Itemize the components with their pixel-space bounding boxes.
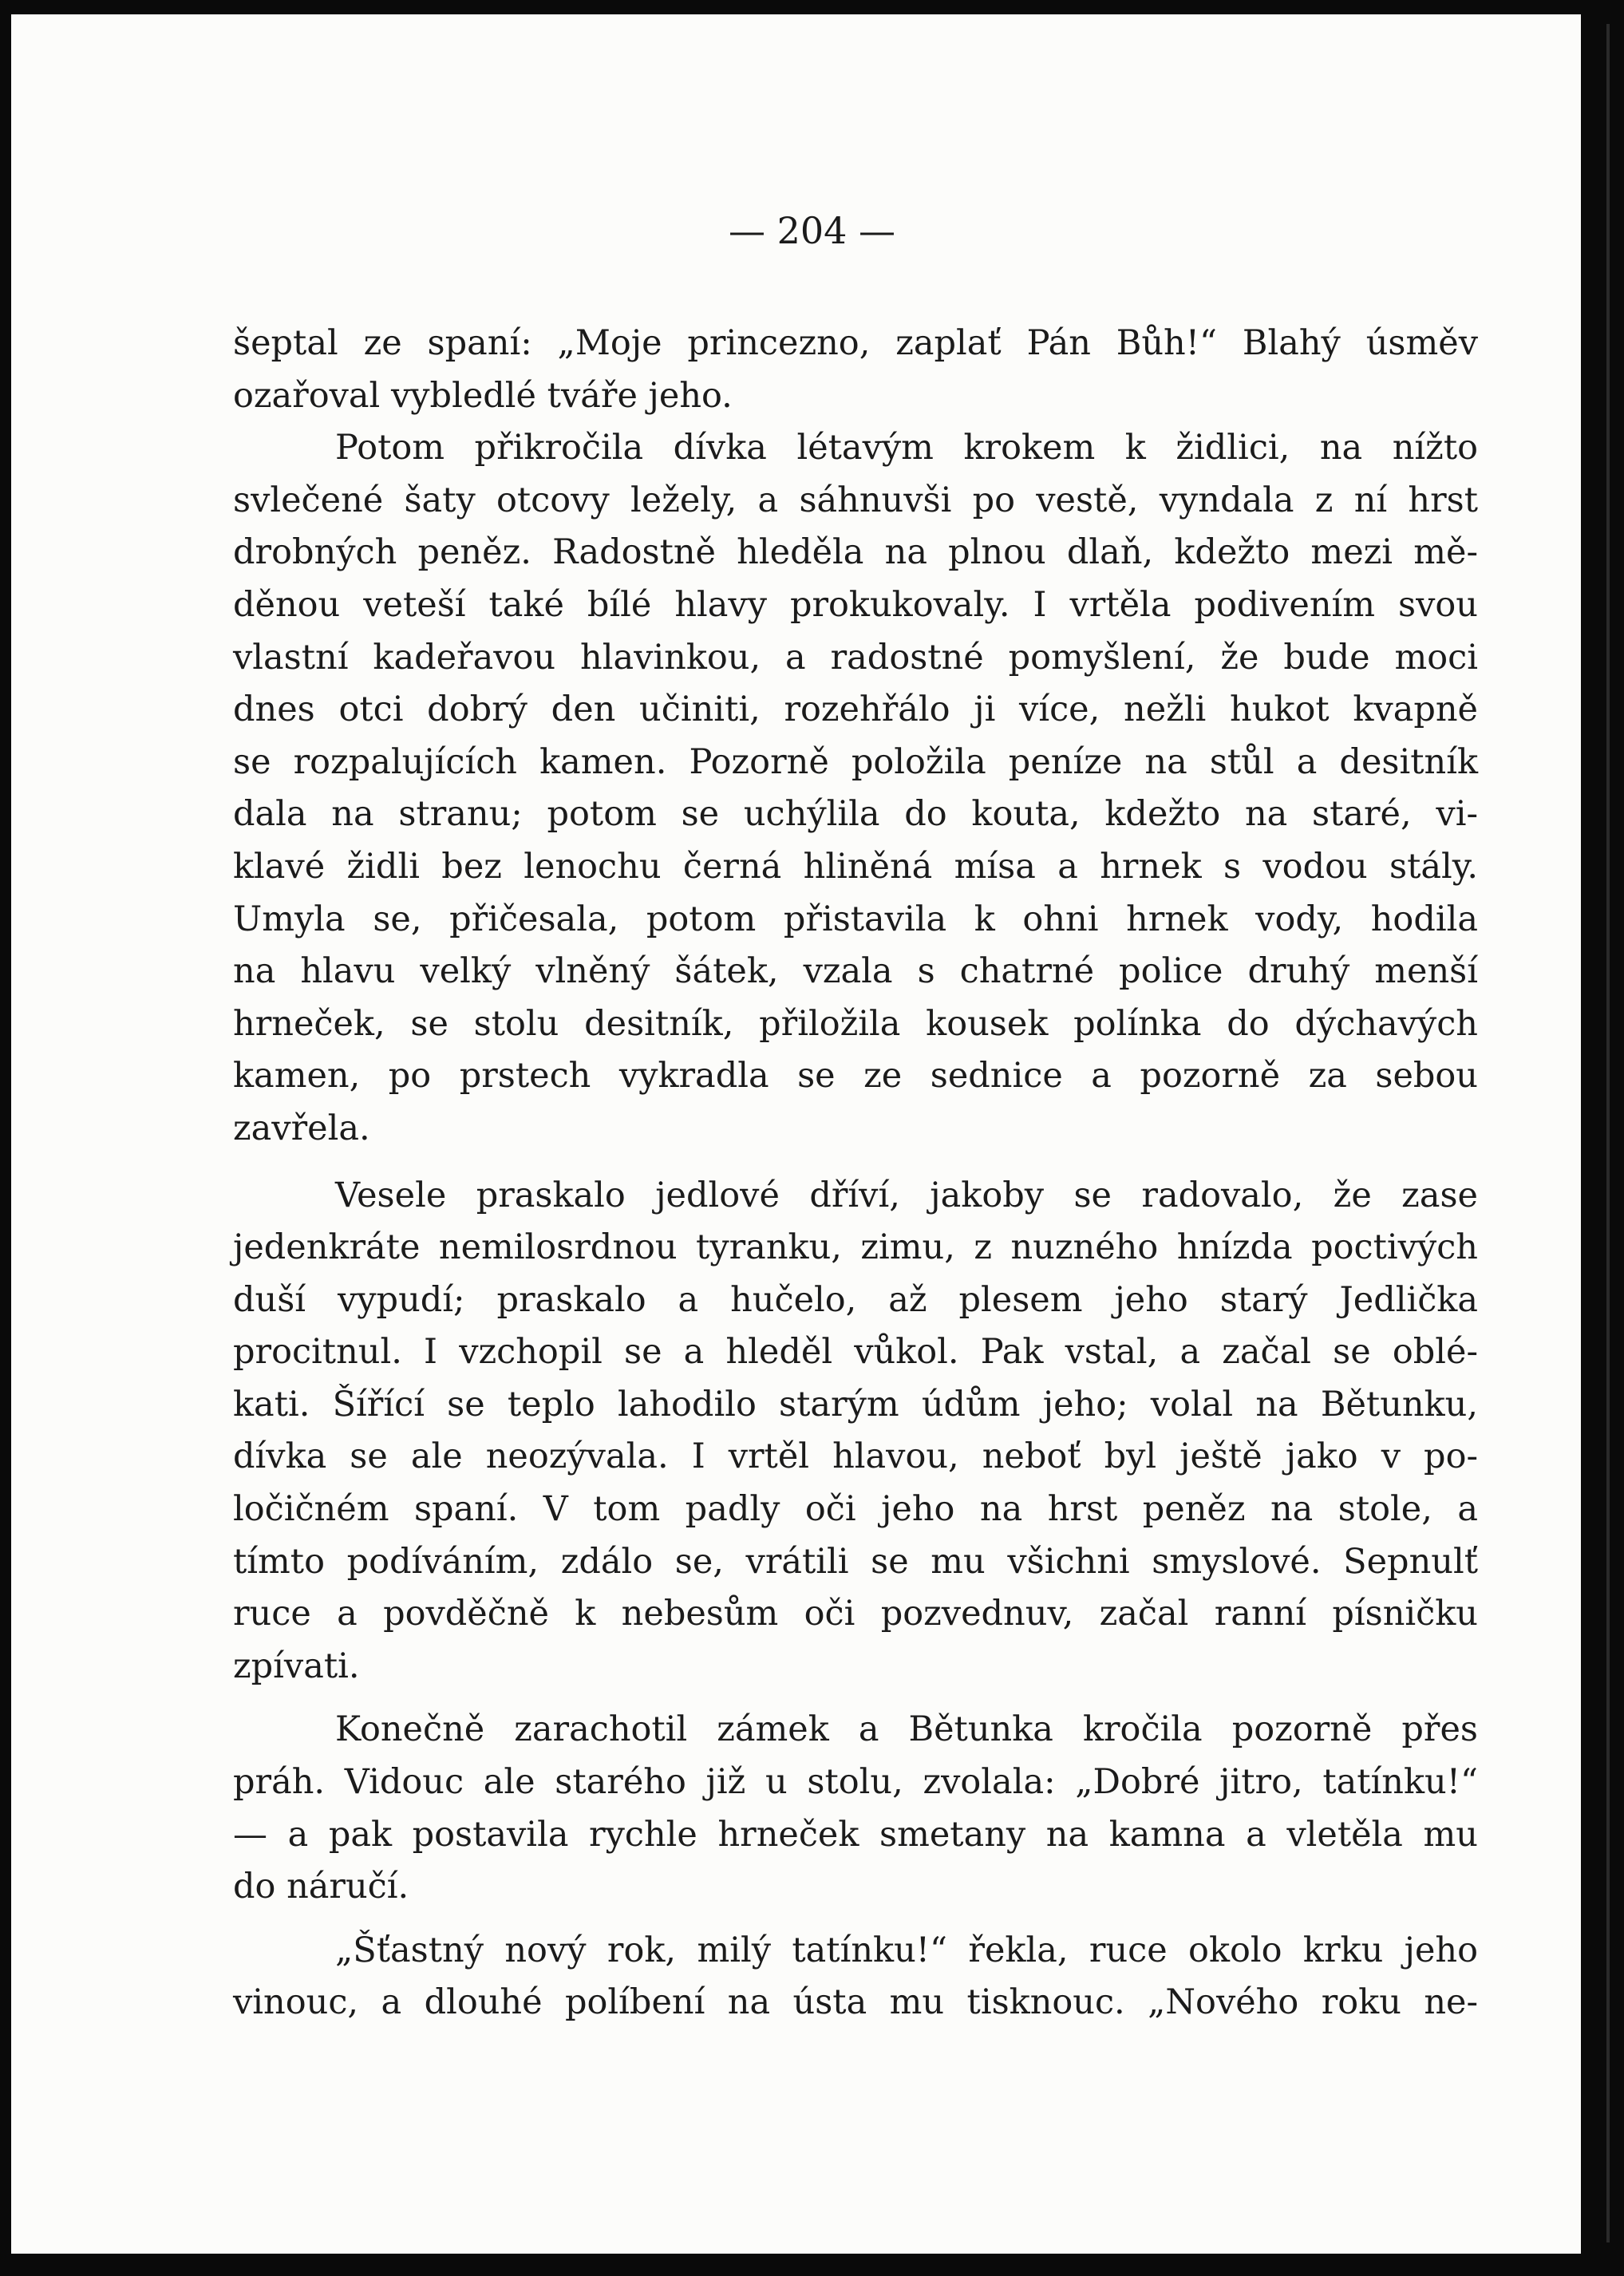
text-line: dnes otci dobrý den učiniti, rozehřálo ji více, nežli hukot kvapně xyxy=(233,690,1478,730)
text-line: klavé židli bez lenochu černá hliněná mísa a hrnek s vodou stály. xyxy=(233,846,1478,887)
page-edge xyxy=(1606,24,1610,2242)
text-line: „Šťastný nový rok, milý tatínku!“ řekla, ruce okolo krku jeho xyxy=(335,1930,1478,1970)
text-line: svlečené šaty otcovy ležely, a sáhnuvši po vestě, vyndala z ní hrst xyxy=(233,480,1478,520)
text-line: kati. Šířící se teplo lahodilo starým údům jeho; volal na Bětunku, xyxy=(233,1384,1478,1424)
text-line: děnou veteší také bílé hlavy prokukovaly. I vrtěla podivením svou xyxy=(233,584,1478,625)
paragraph xyxy=(233,318,1478,422)
text-line: Vesele praskalo jedlové dříví, jakoby se radovalo, že zase xyxy=(335,1175,1478,1215)
text-line: tímto podíváním, zdálo se, vrátili se mu všichni smyslové. Sepnulť xyxy=(233,1541,1478,1582)
text-line: šeptal ze spaní: „Moje princezno, zaplať Pán Bůh!“ Blahý úsměv xyxy=(233,323,1478,363)
text-line: na hlavu velký vlněný šátek, vzala s chatrné police druhý menší xyxy=(233,951,1478,992)
text-line: do náručí. xyxy=(233,1867,409,1907)
paragraph xyxy=(233,1170,1478,1693)
text-line: zpívati. xyxy=(233,1646,360,1686)
text-line: vlastní kadeřavou hlavinkou, a radostné pomyšlení, že bude moci xyxy=(233,637,1478,678)
text-line: ozařoval vybledlé tváře jeho. xyxy=(233,375,733,416)
text-line: ločičném spaní. V tom padly oči jeho na hrst peněz na stole, a xyxy=(233,1489,1478,1530)
text-line: Konečně zarachotil zámek a Bětunka kročila pozorně přes xyxy=(335,1709,1478,1750)
paragraph xyxy=(233,1925,1478,2029)
page-body xyxy=(233,318,1478,2029)
text-line: vinouc, a dlouhé políbení na ústa mu tisknouc. „Nového roku ne- xyxy=(233,1982,1478,2023)
text-line: procitnul. I vzchopil se a hleděl vůkol. Pak vstal, a začal se oblé- xyxy=(233,1332,1478,1373)
text-line: hrneček, se stolu desitník, přiložila kousek polínka do dýchavých xyxy=(233,1003,1478,1044)
text-line: práh. Vidouc ale starého již u stolu, zvolala: „Dobré jitro, tatínku!“ xyxy=(233,1762,1478,1803)
text-line: Potom přikročila dívka létavým krokem k židlici, na nížto xyxy=(335,428,1478,468)
text-line: dívka se ale neozývala. I vrtěl hlavou, neboť byl ještě jako v po- xyxy=(233,1436,1478,1477)
text-line: Umyla se, přičesala, potom přistavila k ohni hrnek vody, hodila xyxy=(233,899,1478,939)
text-line: se rozpalujících kamen. Pozorně položila peníze na stůl a desitník xyxy=(233,741,1478,782)
text-line: drobných peněz. Radostně hleděla na plnou dlaň, kdežto mezi mě- xyxy=(233,532,1478,573)
text-line: kamen, po prstech vykradla se ze sednice a pozorně za sebou xyxy=(233,1056,1478,1097)
text-line: duší vypudí; praskalo a hučelo, až plesem jeho starý Jedlička xyxy=(233,1279,1478,1320)
text-line: — a pak postavila rychle hrneček smetany na kamna a vletěla mu xyxy=(233,1814,1478,1855)
text-line: ruce a povděčně k nebesům oči pozvednuv, začal ranní písničku xyxy=(233,1594,1478,1634)
text-line: dala na stranu; potom se uchýlila do kouta, kdežto na staré, vi- xyxy=(233,794,1478,835)
paragraph xyxy=(233,1704,1478,1913)
page-number: — 204 — xyxy=(728,209,896,252)
text-line: zavřela. xyxy=(233,1108,370,1148)
paragraph xyxy=(233,422,1478,1155)
text-line: jedenkráte nemilosrdnou tyranku, zimu, z nuzného hnízda poctivých xyxy=(233,1227,1478,1268)
